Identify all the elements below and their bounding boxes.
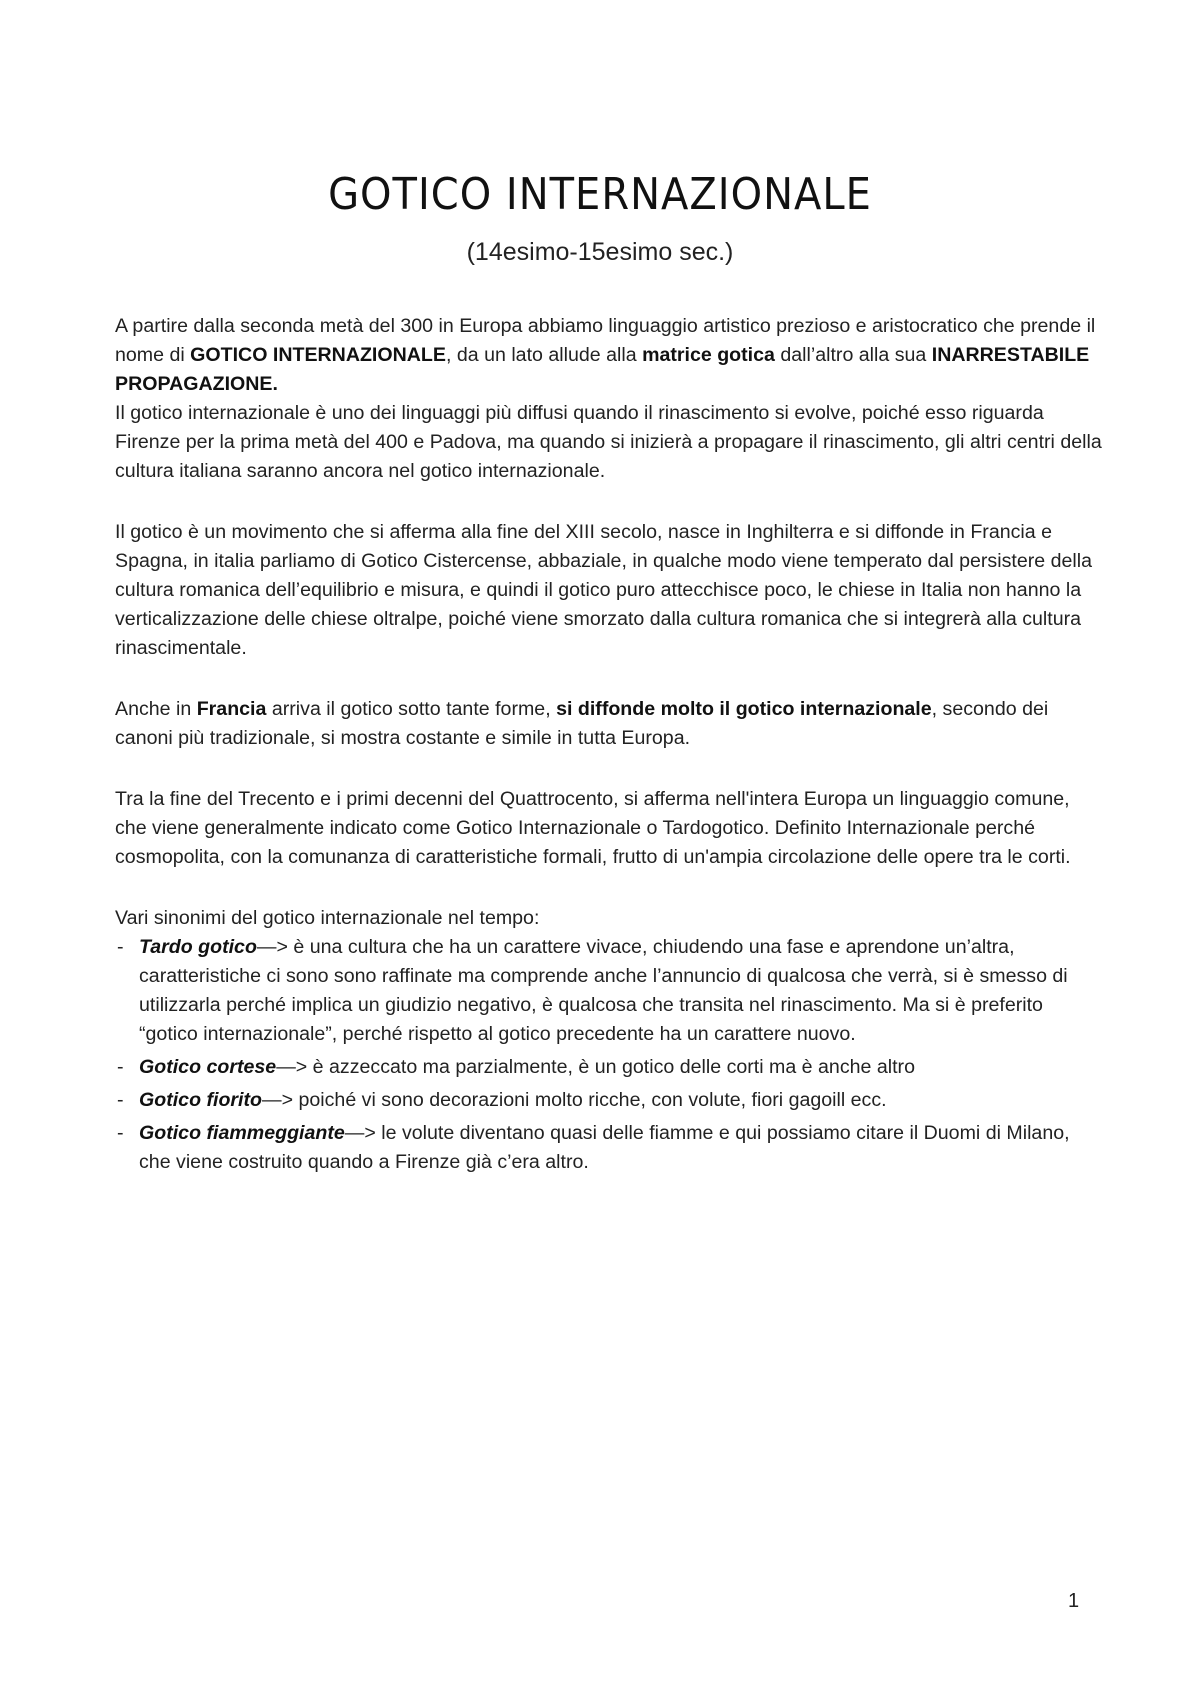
list-item-text: —> è una cultura che ha un carattere vivace, chiudendo una fase e aprendone un’altra, caratteristiche ci sono sono raffinate ma comprende anche l’annuncio di qualcosa che verrà, si è smesso di utilizzarla perché implica un giudizio negativo, è qualcosa che transita nel rinascimento. Ma si è preferito “gotico internazionale”, perché rispetto al gotico precedente ha un carattere nuovo. [139, 936, 1068, 1045]
intro-text-2: , da un lato allude alla [445, 344, 643, 366]
list-item-term: Gotico cortese [139, 1056, 277, 1078]
paragraph-spacer [115, 486, 1105, 518]
paragraph-spacer [115, 872, 1105, 904]
document-body [115, 312, 1105, 1181]
synonyms-list [115, 933, 1105, 1177]
paragraph-spacer [115, 753, 1105, 785]
paragraph-france [115, 695, 1105, 753]
intro-text-1: A partire dalla seconda metà del 300 in Europa abbiamo linguaggio artistico prezioso e aristocratico che prende il nome di [115, 315, 1096, 366]
list-item-text: —> è azzeccato ma parzialmente, è un gotico delle corti ma è anche altro [276, 1056, 915, 1078]
list-item-text: —> le volute diventano quasi delle fiamme e qui possiamo citare il Duomi di Milano, che viene costruito quando a Firenze già c’era altro. [139, 1122, 1070, 1173]
page-title: GOTICO INTERNAZIONALE [328, 170, 872, 220]
intro-bold-term-2: matrice gotica [642, 344, 775, 366]
paragraph-spacer [115, 663, 1105, 695]
list-item [115, 1086, 1105, 1115]
list-bullet: - [117, 1122, 124, 1144]
list-item [115, 1119, 1105, 1177]
france-text-3: , secondo dei canoni più tradizionale, si mostra costante e simile in tutta Europa. [115, 698, 1049, 749]
intro-text-3: dall’altro alla sua [774, 344, 932, 366]
synonyms-intro: Vari sinonimi del gotico internazionale nel tempo: [115, 907, 540, 929]
intro-text-4: Il gotico internazionale è uno dei linguaggi più diffusi quando il rinascimento si evolve, poiché esso riguarda Firenze per la prima metà del 400 e Padova, ma quando si inizierà a propagare il rinascimento, gli altri centri della cultura italiana saranno ancora nel gotico internazionale. [115, 402, 1102, 482]
page-number: 1 [1068, 1590, 1080, 1612]
list-bullet: - [117, 936, 124, 958]
paragraph-common-language: Tra la fine del Trecento e i primi decenni del Quattrocento, si afferma nell'intera Europa un linguaggio comune, che viene generalmente indicato come Gotico Internazionale o Tardogotico. Definito Internazionale perché cosmopolita, con la comunanza di caratteristiche formali, frutto di un'ampia circolazione delle opere tra le corti. [115, 788, 1071, 868]
intro-bold-term-1: GOTICO INTERNAZIONALE [190, 344, 446, 366]
list-item-term: Tardo gotico [139, 936, 257, 958]
list-bullet: - [117, 1056, 124, 1078]
intro-bold-term-3: INARRESTABILE PROPAGAZIONE. [115, 344, 1090, 395]
france-bold-2: si diffonde molto il gotico internazionale [556, 698, 932, 720]
list-item-term: Gotico fiorito [139, 1089, 262, 1111]
paragraph-intro [115, 312, 1105, 486]
list-item [115, 933, 1105, 1049]
france-text-2: arriva il gotico sotto tante forme, [266, 698, 557, 720]
page-subtitle: (14esimo-15esimo sec.) [466, 238, 734, 266]
list-bullet: - [117, 1089, 124, 1111]
list-item-text: —> poiché vi sono decorazioni molto ricche, con volute, fiori gagoill ecc. [262, 1089, 887, 1111]
france-text-1: Anche in [115, 698, 197, 720]
list-item [115, 1053, 1105, 1082]
paragraph-gothic-origins: Il gotico è un movimento che si afferma alla fine del XIII secolo, nasce in Inghilterra e si diffonde in Francia e Spagna, in italia parliamo di Gotico Cistercense, abbaziale, in qualche modo viene temperato dal persistere della cultura romanica dell’equilibrio e misura, e quindi il gotico puro attecchisce poco, le chiese in Italia non hanno la verticalizzazione delle chiese oltralpe, poiché viene smorzato dalla cultura romanica che si integrerà alla cultura rinascimentale. [115, 521, 1092, 659]
france-bold-1: Francia [196, 698, 267, 720]
list-item-term: Gotico fiammeggiante [139, 1122, 345, 1144]
